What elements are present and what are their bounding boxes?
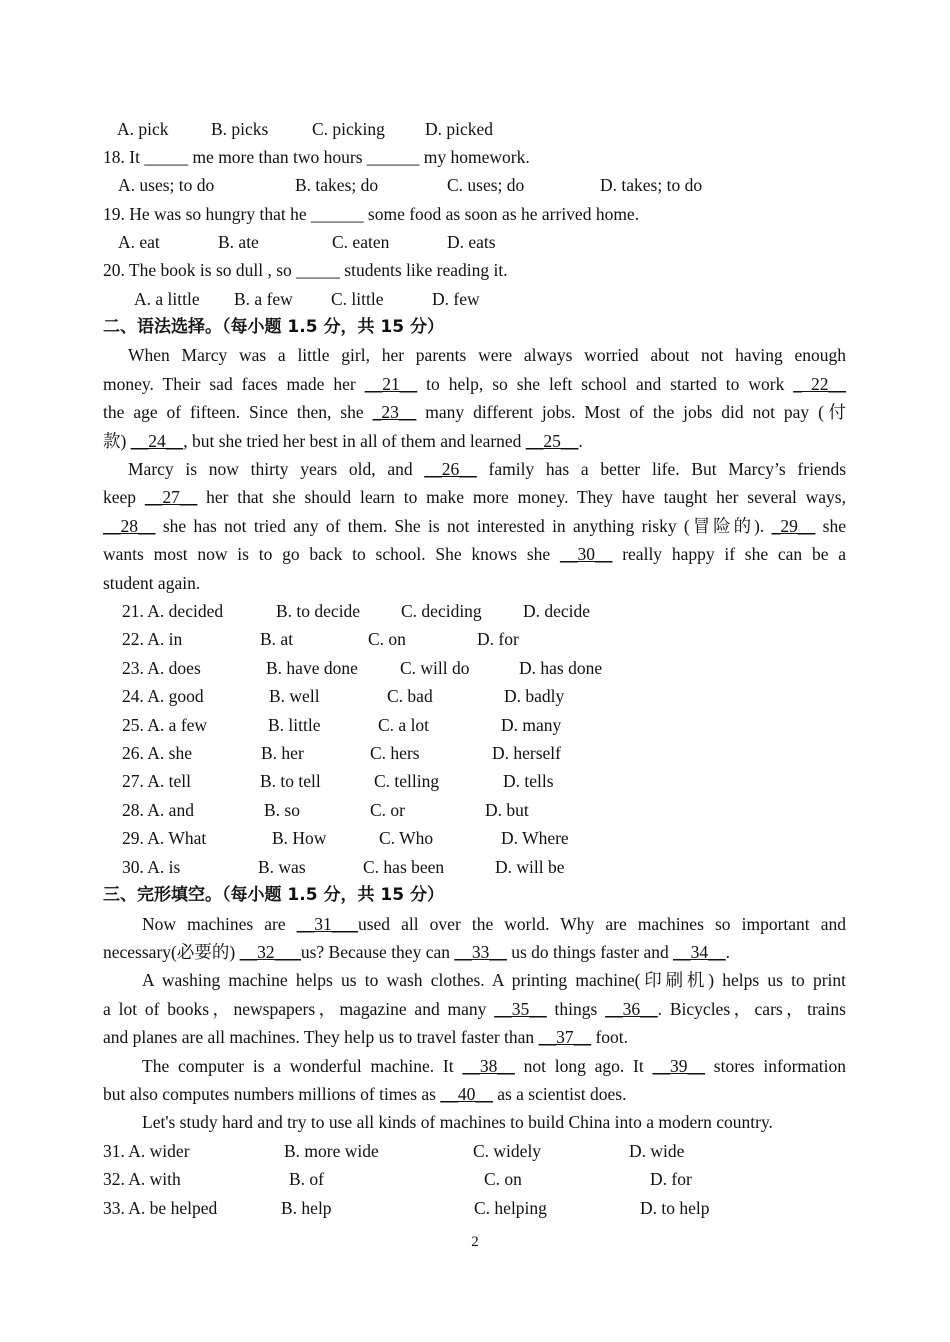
option-a: 28. A. and <box>122 800 194 820</box>
s2-p1-line2 <box>103 370 846 398</box>
q18-stem: 18. It _____ me more than two hours ______ my homework. <box>103 147 530 167</box>
option-a: 25. A. a few <box>122 715 208 735</box>
q19-option-a: A. eat <box>118 232 160 252</box>
blank-30: __30__ <box>559 544 613 564</box>
s3-p3-line2 <box>103 1080 846 1108</box>
option-d: D. Where <box>501 828 569 848</box>
text: . <box>725 942 730 962</box>
blank-27: __27__ <box>144 487 198 507</box>
text: but also computes numbers millions of times as <box>103 1084 441 1104</box>
option-a: 30. A. is <box>122 857 181 877</box>
q18-option-a: A. uses; to do <box>118 175 215 195</box>
s2-p2-line5: student again. <box>103 573 201 593</box>
option-d: D. for <box>650 1169 692 1189</box>
s3-p2-line2 <box>103 995 846 1023</box>
text: family has a better life. But Marcy’s friends <box>476 459 847 479</box>
text: The computer is a wonderful machine. It <box>142 1056 463 1076</box>
s3-p2-line3 <box>103 1023 846 1051</box>
q19-stem: 19. He was so hungry that he ______ some food as soon as he arrived home. <box>103 204 640 224</box>
text: . <box>578 431 583 451</box>
option-c: C. on <box>368 629 406 649</box>
s2-p1-line4 <box>103 427 846 455</box>
option-a: 29. A. What <box>122 828 207 848</box>
text: used all over the world. Why are machines so important and <box>357 914 846 934</box>
option-d: D. many <box>501 715 562 735</box>
option-b: B. of <box>289 1169 324 1189</box>
q20-option-a: A. a little <box>134 289 200 309</box>
s2-p1-line1: When Marcy was a little girl, her parents were always worried about not having enough <box>128 345 846 365</box>
option-c: C. will do <box>400 658 470 678</box>
option-b: B. little <box>268 715 321 735</box>
s3-p4: Let's study hard and try to use all kinds of machines to build China into a modern country. <box>142 1112 773 1132</box>
text: wants most now is to go back to school. She knows she <box>103 544 560 564</box>
text: as a scientist does. <box>492 1084 627 1104</box>
text: things <box>546 999 606 1019</box>
q18-option-c: C. uses; do <box>447 175 525 195</box>
text: to help, so she left school and started to work <box>417 374 794 394</box>
text: keep <box>103 487 145 507</box>
option-b: B. to decide <box>276 601 361 621</box>
text: and planes are all machines. They help us to travel faster than <box>103 1027 539 1047</box>
q19-option-c: C. eaten <box>332 232 390 252</box>
text: stores information <box>705 1056 846 1076</box>
q19-option-d: D. eats <box>447 232 496 252</box>
text: a lot of books，newspapers，magazine and many <box>103 999 495 1019</box>
q20-option-c: C. little <box>331 289 384 309</box>
q17-option-c: C. picking <box>312 119 385 139</box>
option-d: D. tells <box>503 771 554 791</box>
option-a: 21. A. decided <box>122 601 224 621</box>
option-c: C. telling <box>374 771 440 791</box>
option-d: D. herself <box>492 743 562 763</box>
blank-39: __39__ <box>652 1056 706 1076</box>
text: Marcy is now thirty years old, and <box>128 459 425 479</box>
q19-option-b: B. ate <box>218 232 259 252</box>
s2-p2-line1 <box>128 455 846 483</box>
option-d: D. will be <box>495 857 565 877</box>
page-number: 2 <box>471 1234 479 1250</box>
option-c: C. widely <box>473 1141 542 1161</box>
blank-34: __34__ <box>673 942 726 962</box>
blank-32: __32___ <box>239 942 301 962</box>
option-b: B. How <box>272 828 327 848</box>
text: , but she tried her best in all of them and learned <box>183 431 526 451</box>
text: necessary(必要的) <box>103 942 240 962</box>
s3-p1-line1 <box>142 910 846 938</box>
s2-p1-line3 <box>103 398 846 426</box>
s3-p3-line1 <box>142 1052 846 1080</box>
blank-29: _29__ <box>771 516 816 536</box>
option-b: B. have done <box>266 658 358 678</box>
text: she has not tried any of them. She is not interested in anything risky (冒险的). <box>155 516 772 536</box>
option-a: 26. A. she <box>122 743 192 763</box>
option-a: 32. A. with <box>103 1169 181 1189</box>
option-c: C. has been <box>363 857 445 877</box>
option-a: 22. A. in <box>122 629 183 649</box>
text: us do things faster and <box>506 942 674 962</box>
q18-option-b: B. takes; do <box>295 175 379 195</box>
s3-p1-line2 <box>103 938 846 966</box>
text: Now machines are <box>142 914 297 934</box>
option-b: B. her <box>261 743 304 763</box>
blank-22: _ 22__ <box>793 374 846 394</box>
option-d: D. but <box>485 800 529 820</box>
blank-24: __24__ <box>130 431 184 451</box>
section2-heading: 二、语法选择。（每小题 1.5 分，共 15 分） <box>103 317 444 337</box>
text: really happy if she can be a <box>612 544 846 564</box>
option-c: C. Who <box>379 828 434 848</box>
option-d: D. to help <box>640 1198 710 1218</box>
option-c: C. or <box>370 800 405 820</box>
blank-35: __35__ <box>494 999 547 1019</box>
option-b: B. more wide <box>284 1141 379 1161</box>
s2-p2-line2 <box>103 483 846 511</box>
blank-26: __26__ <box>424 459 477 479</box>
blank-40: __40__ <box>440 1084 493 1104</box>
blank-38: __38__ <box>462 1056 515 1076</box>
option-b: B. was <box>258 857 306 877</box>
blank-31: __31___ <box>296 914 358 934</box>
text: foot. <box>591 1027 629 1047</box>
s2-p2-line3 <box>103 512 846 540</box>
option-a: 31. A. wider <box>103 1141 190 1161</box>
q20-option-d: D. few <box>432 289 480 309</box>
option-b: B. well <box>269 686 320 706</box>
option-b: B. at <box>260 629 294 649</box>
q20-option-b: B. a few <box>234 289 293 309</box>
text: many different jobs. Most of the jobs did not pay (付 <box>416 402 846 422</box>
option-d: D. for <box>477 629 519 649</box>
q20-stem: 20. The book is so dull , so _____ students like reading it. <box>103 260 508 280</box>
text: us? Because they can <box>300 942 455 962</box>
option-c: C. hers <box>370 743 420 763</box>
text: 款) <box>103 431 131 451</box>
option-d: D. badly <box>504 686 565 706</box>
q17-option-b: B. picks <box>211 119 269 139</box>
option-d: D. has done <box>519 658 603 678</box>
blank-28: __28__ <box>103 516 156 536</box>
text: . Bicycles，cars，trains <box>657 999 846 1019</box>
blank-33: __33__ <box>454 942 507 962</box>
option-b: B. to tell <box>260 771 321 791</box>
option-d: D. wide <box>629 1141 685 1161</box>
q18-option-d: D. takes; to do <box>600 175 703 195</box>
option-c: C. on <box>484 1169 522 1189</box>
blank-23: _23__ <box>372 402 417 422</box>
option-a: 24. A. good <box>122 686 204 706</box>
text: not long ago. It <box>514 1056 653 1076</box>
option-a: 33. A. be helped <box>103 1198 218 1218</box>
blank-36: __36__ <box>605 999 658 1019</box>
blank-21: __21__ <box>364 374 418 394</box>
option-b: B. help <box>281 1198 332 1218</box>
blank-37: __37__ <box>538 1027 592 1047</box>
option-c: C. deciding <box>401 601 482 621</box>
option-b: B. so <box>264 800 300 820</box>
option-a: 23. A. does <box>122 658 201 678</box>
option-c: C. bad <box>387 686 433 706</box>
option-c: C. helping <box>474 1198 547 1218</box>
section3-heading: 三、完形填空。（每小题 1.5 分，共 15 分） <box>103 885 444 905</box>
blank-25: __25__ <box>525 431 579 451</box>
q17-option-d: D. picked <box>425 119 494 139</box>
option-a: 27. A. tell <box>122 771 192 791</box>
text: the age of fifteen. Since then, she <box>103 402 373 422</box>
text: her that she should learn to make more money. They have taught her several ways, <box>197 487 846 507</box>
option-c: C. a lot <box>378 715 430 735</box>
q17-option-a: A. pick <box>117 119 169 139</box>
option-d: D. decide <box>523 601 591 621</box>
text: she <box>815 516 847 536</box>
s3-p2-line1: A washing machine helps us to wash clothes. A printing machine(印刷机) helps us to print <box>142 970 846 990</box>
text: money. Their sad faces made her <box>103 374 365 394</box>
s2-p2-line4 <box>103 540 846 568</box>
